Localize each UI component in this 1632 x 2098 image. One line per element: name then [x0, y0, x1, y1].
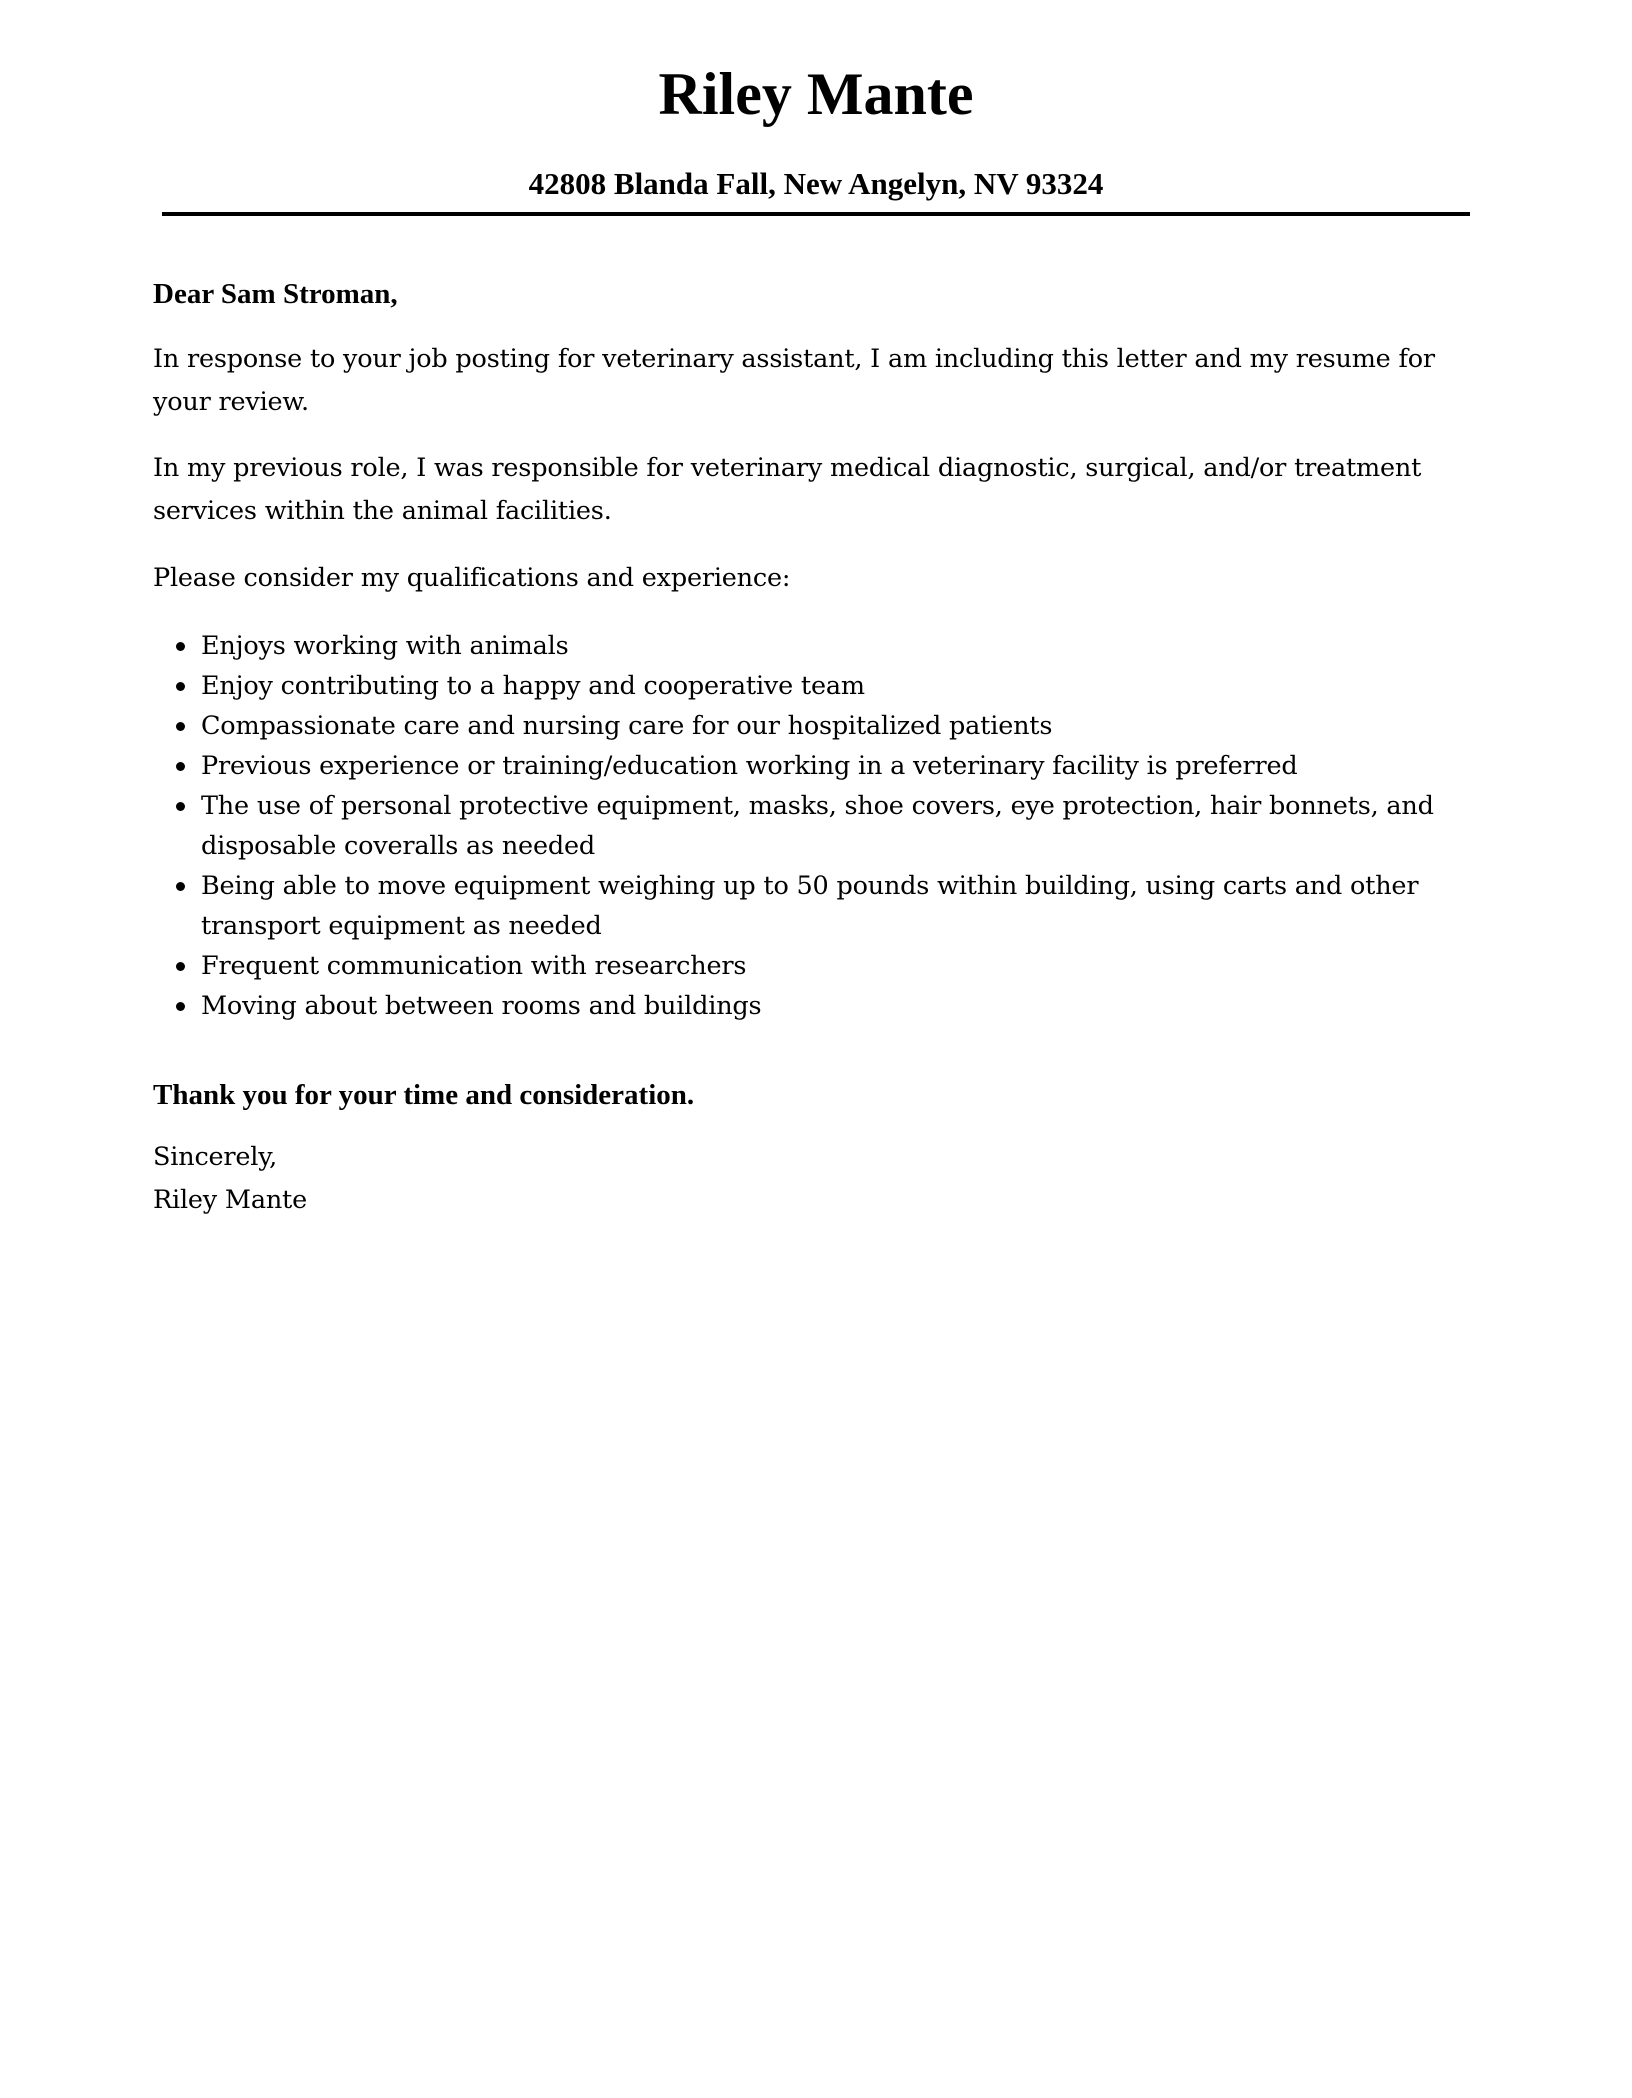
paragraph-qualifications-intro: Please consider my qualifications and experience:: [153, 563, 791, 593]
list-item-text: Moving about between rooms and buildings: [201, 991, 762, 1021]
bullet-icon: [176, 1002, 185, 1011]
list-item: [153, 786, 1473, 866]
list-item: [153, 666, 1473, 706]
list-item-text: Enjoy contributing to a happy and cooperative team: [201, 671, 865, 701]
list-item-text: Enjoys working with animals: [201, 631, 569, 661]
header-divider: [162, 212, 1470, 216]
applicant-address: 42808 Blanda Fall, New Angelyn, NV 93324: [528, 166, 1104, 201]
bullet-icon: [176, 682, 185, 691]
applicant-name-heading: Riley Mante: [658, 61, 974, 127]
paragraph-intro: In response to your job posting for veterinary assistant, I am including this letter and my resume for your review.: [153, 344, 1435, 417]
qualifications-list: [153, 626, 1473, 1026]
list-item-text: Compassionate care and nursing care for our hospitalized patients: [201, 711, 1053, 741]
bullet-icon: [176, 882, 185, 891]
list-item: [153, 986, 1473, 1026]
list-item: [153, 626, 1473, 666]
list-item-text: Previous experience or training/education working in a veterinary facility is preferred: [201, 751, 1298, 781]
bullet-icon: [176, 762, 185, 771]
list-item-text: Frequent communication with researchers: [201, 951, 747, 981]
paragraph-experience: In my previous role, I was responsible for veterinary medical diagnostic, surgical, and/or treatment services within the animal facilities.: [153, 453, 1422, 526]
bullet-icon: [176, 962, 185, 971]
salutation: Dear Sam Stroman,: [153, 278, 398, 310]
list-item-text: Being able to move equipment weighing up to 50 pounds within building, using carts and other transport equipment as needed: [201, 871, 1419, 941]
list-item: [153, 946, 1473, 986]
bullet-icon: [176, 802, 185, 811]
signature-name: Riley Mante: [153, 1185, 307, 1215]
list-item: [153, 706, 1473, 746]
list-item-text: The use of personal protective equipment, masks, shoe covers, eye protection, hair bonnets, and disposable coveralls as needed: [201, 791, 1434, 861]
bullet-icon: [176, 642, 185, 651]
list-item: [153, 746, 1473, 786]
thank-you-line: Thank you for your time and consideration.: [153, 1079, 695, 1111]
list-item: [153, 866, 1473, 946]
closing-phrase: Sincerely,: [153, 1142, 277, 1172]
bullet-icon: [176, 722, 185, 731]
